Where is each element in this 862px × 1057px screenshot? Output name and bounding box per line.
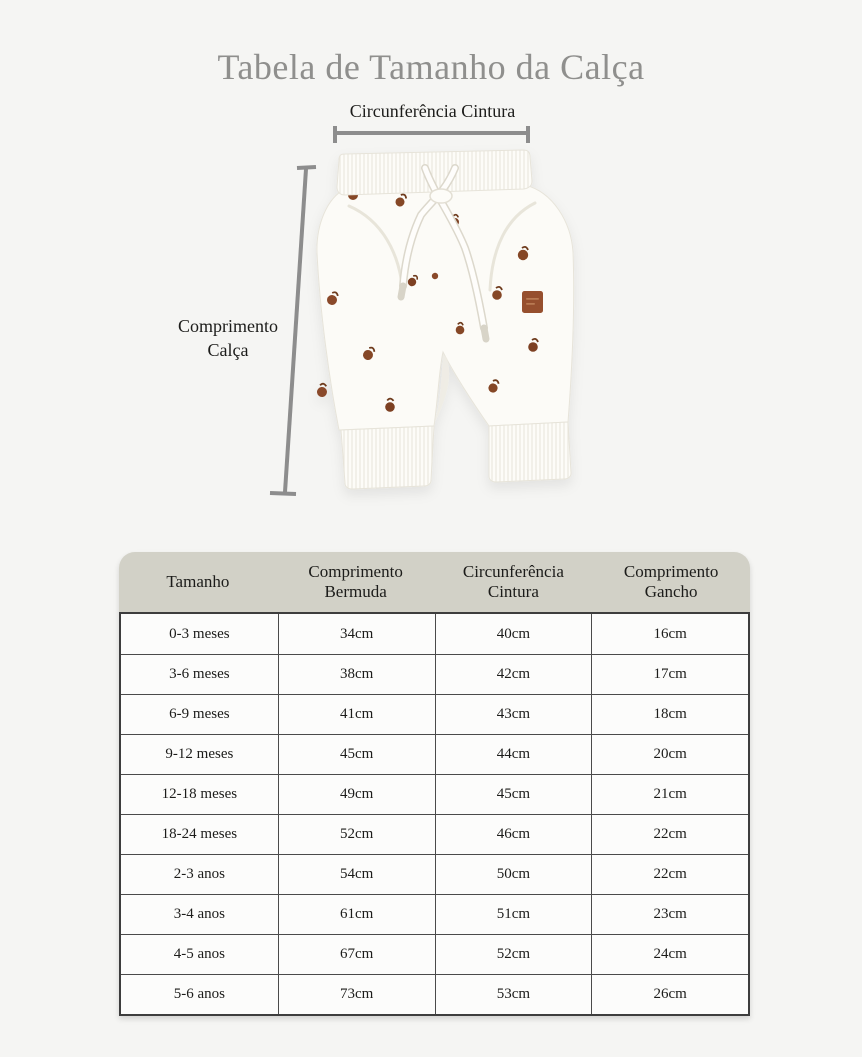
cell-waist-circumference: 44cm (435, 735, 592, 774)
cell-bermuda-length: 38cm (278, 655, 435, 694)
page-title: Tabela de Tamanho da Calça (217, 47, 645, 87)
pants-diagram (150, 120, 600, 520)
table-row (121, 614, 748, 654)
cell-rise-length: 21cm (591, 775, 748, 814)
cell-size: 2-3 anos (173, 866, 225, 882)
size-table (119, 552, 750, 1016)
column-header: Comprimento Bermuda (308, 561, 403, 601)
cell-rise-length: 16cm (591, 614, 748, 654)
cell-waist-circumference: 40cm (435, 614, 592, 654)
cell-rise-length: 20cm (591, 735, 748, 774)
size-table-header (119, 552, 750, 612)
waist-measure-line (335, 126, 528, 143)
left-cuff (341, 426, 434, 489)
cell-bermuda-length: 54cm (278, 855, 435, 894)
cell-size: 4-5 anos (173, 946, 225, 962)
table-row (121, 734, 748, 774)
cell-bermuda-length: 67cm (278, 935, 435, 974)
cell-bermuda-length: 61cm (278, 895, 435, 934)
cell-rise-length: 22cm (591, 815, 748, 854)
cell-size: 3-6 meses (169, 666, 230, 682)
cell-rise-length: 26cm (591, 975, 748, 1014)
cell-size: 0-3 meses (169, 625, 230, 642)
cell-rise-length: 17cm (591, 655, 748, 694)
cell-waist-circumference: 42cm (435, 655, 592, 694)
cell-size: 9-12 meses (165, 746, 234, 762)
cell-waist-circumference: 51cm (435, 895, 592, 934)
cell-waist-circumference: 50cm (435, 855, 592, 894)
table-row (121, 974, 748, 1014)
table-row (121, 654, 748, 694)
table-row (121, 694, 748, 734)
length-label-line2: Calça (207, 340, 249, 361)
size-table-body (119, 612, 750, 1016)
waist-measurement-label: Circunferência Cintura (349, 101, 516, 121)
column-header: Comprimento Gancho (623, 561, 719, 601)
cell-size: 18-24 meses (161, 826, 238, 842)
table-row (121, 854, 748, 894)
cell-bermuda-length: 73cm (278, 975, 435, 1014)
cell-size: 3-4 anos (173, 906, 225, 922)
cell-waist-circumference: 45cm (435, 775, 592, 814)
table-row (121, 894, 748, 934)
column-header: Tamanho (166, 571, 230, 591)
cell-waist-circumference: 46cm (435, 815, 592, 854)
cell-bermuda-length: 45cm (278, 735, 435, 774)
cell-rise-length: 18cm (591, 695, 748, 734)
right-cuff (489, 422, 571, 482)
cell-waist-circumference: 52cm (435, 935, 592, 974)
cell-waist-circumference: 43cm (435, 695, 592, 734)
pants-illustration (316, 150, 574, 489)
column-header: Circunferência Cintura (462, 561, 564, 601)
cell-bermuda-length: 34cm (278, 614, 435, 654)
cell-bermuda-length: 49cm (278, 775, 435, 814)
cell-size: 6-9 meses (169, 706, 230, 722)
cell-bermuda-length: 52cm (278, 815, 435, 854)
cell-bermuda-length: 41cm (278, 695, 435, 734)
table-row (121, 934, 748, 974)
cell-rise-length: 22cm (591, 855, 748, 894)
table-row (121, 774, 748, 814)
length-measure-line (270, 167, 316, 494)
brand-patch (522, 291, 543, 313)
length-label-line1: Comprimento (178, 316, 278, 336)
table-row (121, 814, 748, 854)
cell-waist-circumference: 53cm (435, 975, 592, 1014)
cell-rise-length: 23cm (591, 895, 748, 934)
cell-rise-length: 24cm (591, 935, 748, 974)
cell-size: 5-6 anos (173, 986, 225, 1002)
cell-size: 12-18 meses (161, 786, 238, 802)
